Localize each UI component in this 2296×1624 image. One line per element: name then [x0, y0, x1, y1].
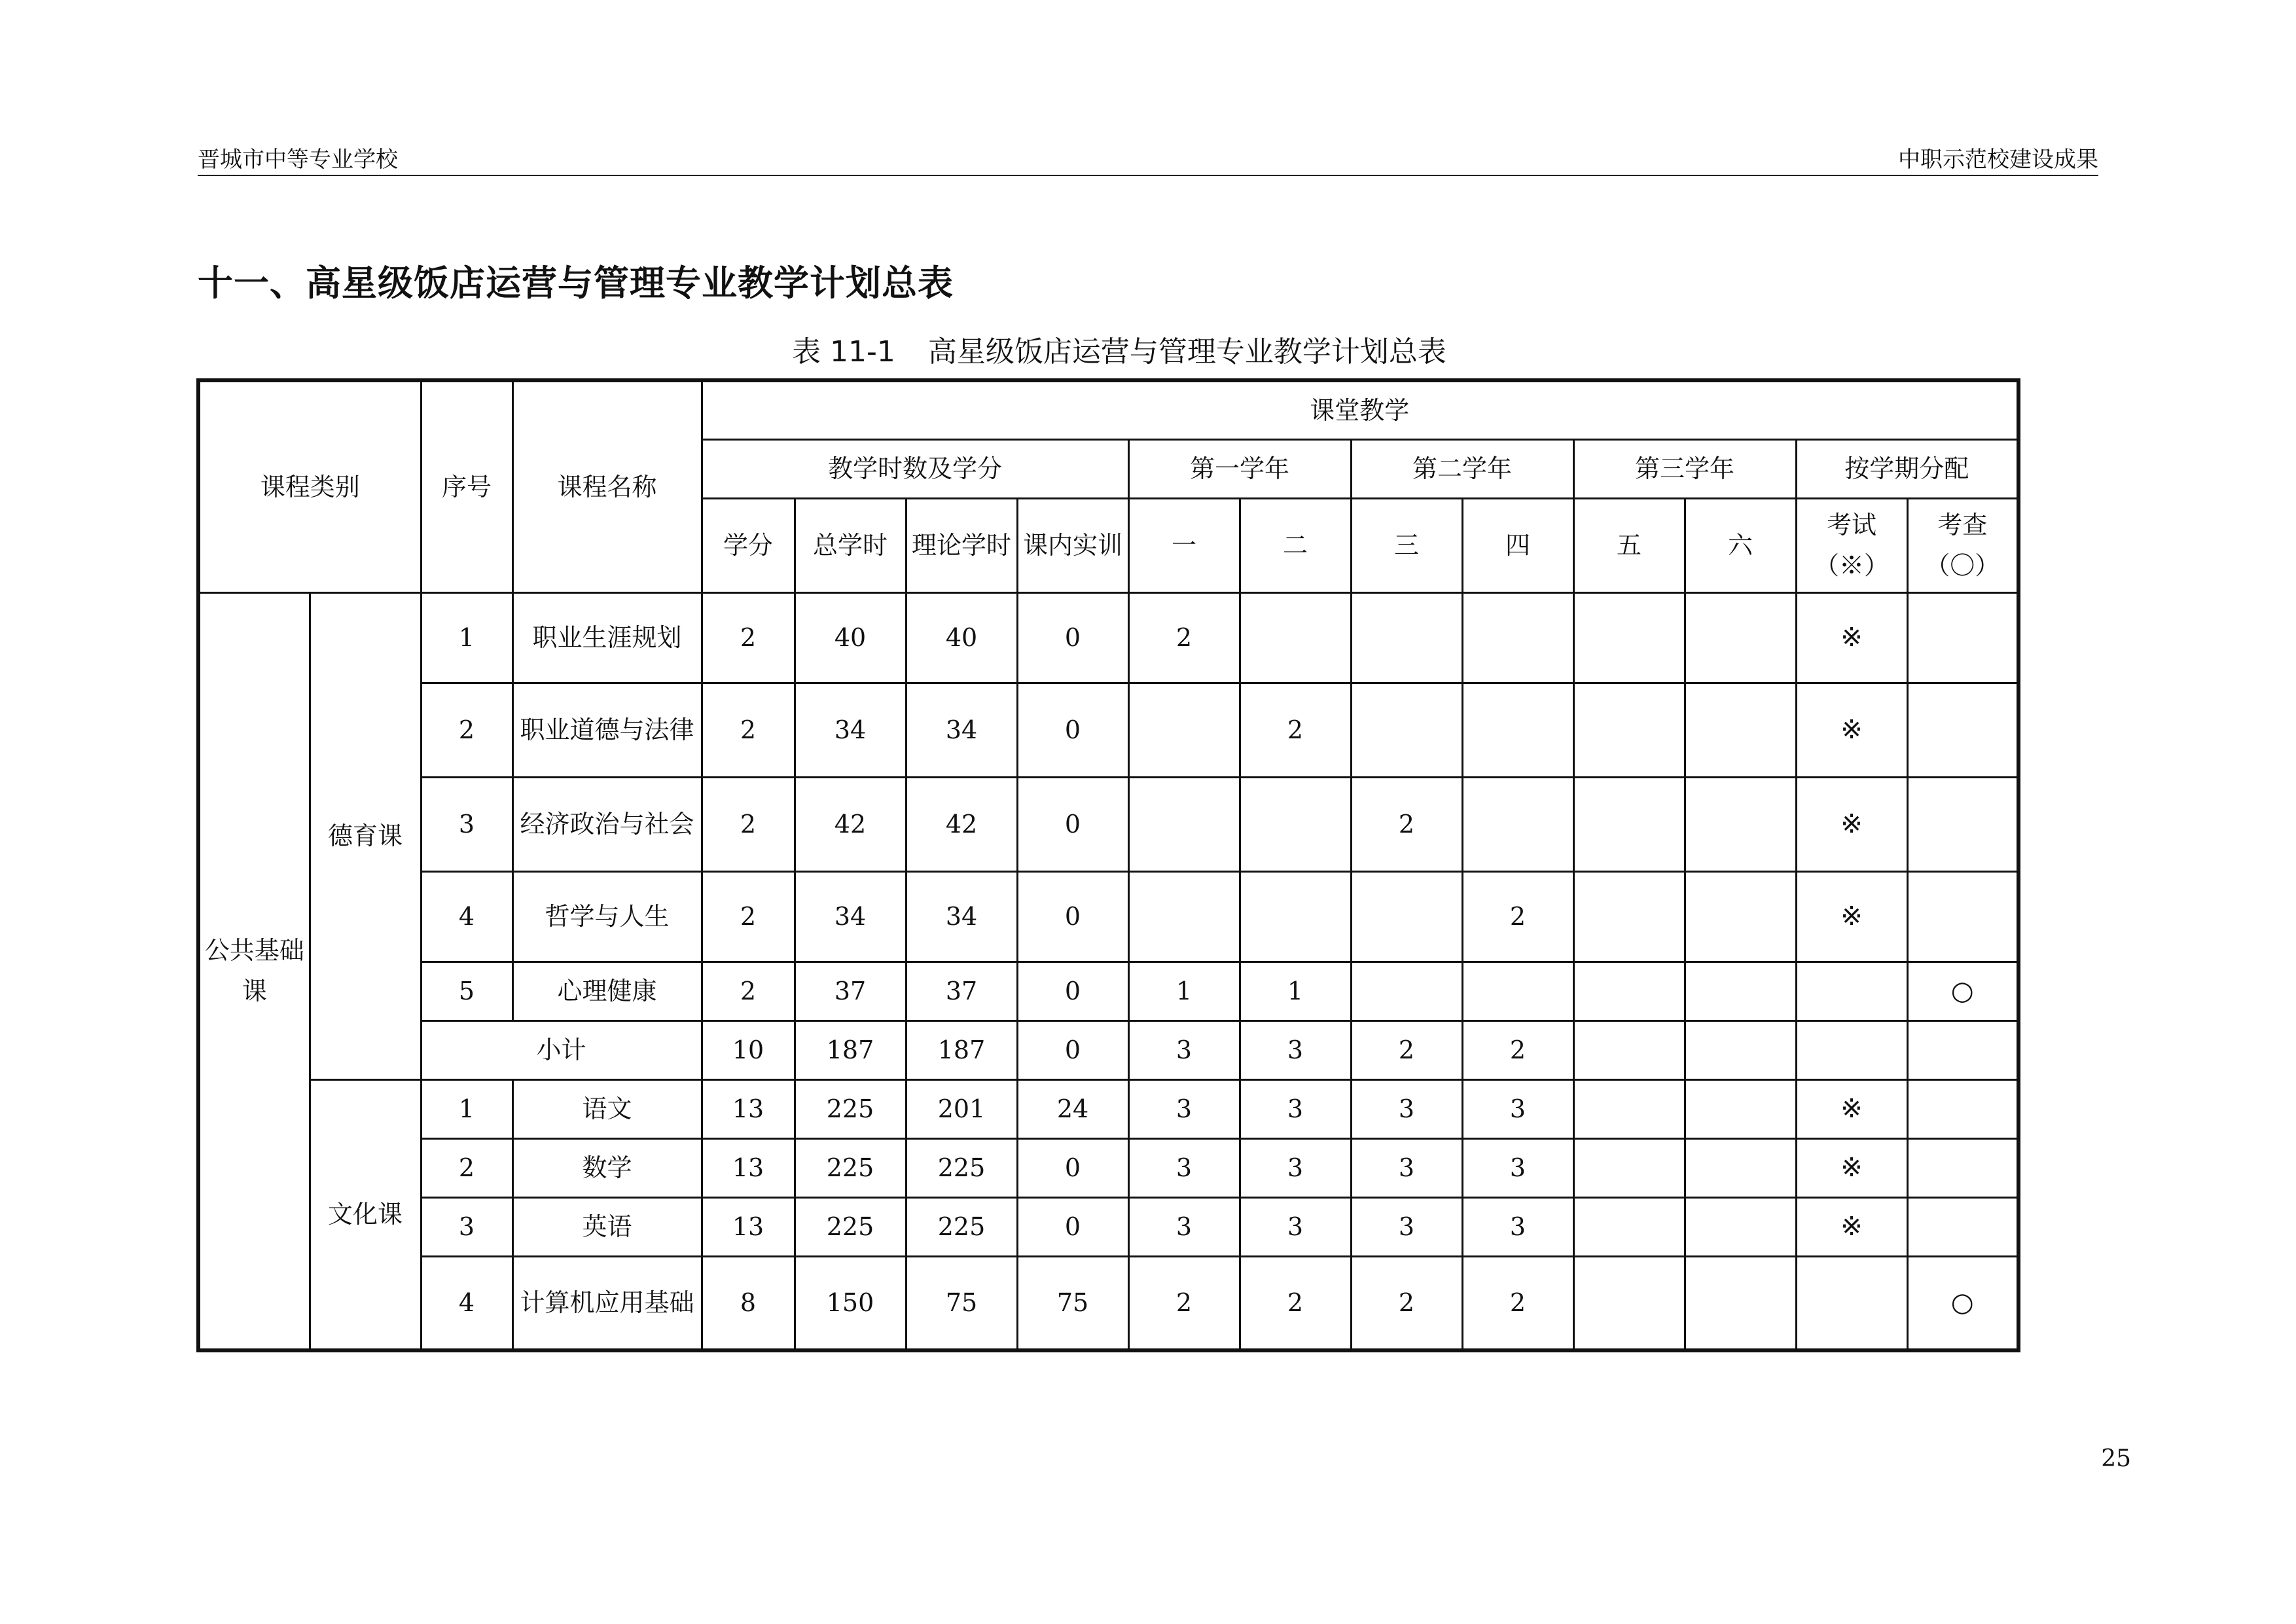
term-2-cell: 3: [1240, 1079, 1351, 1138]
credits-cell: 2: [702, 777, 795, 871]
total-hours-cell: 225: [795, 1079, 906, 1138]
table-row: [198, 1138, 2018, 1197]
course-name-cell: 哲学与人生: [512, 871, 702, 962]
term-6-cell: [1685, 871, 1796, 962]
practice-cell: 0: [1017, 1020, 1128, 1079]
practice-cell: 0: [1017, 871, 1128, 962]
header-theory-hours: 理论学时: [906, 498, 1017, 592]
check-cell: [1907, 871, 2018, 962]
course-name-cell: 心理健康: [512, 962, 702, 1020]
term-5-cell: [1573, 1197, 1685, 1256]
term-2-cell: 2: [1240, 1256, 1351, 1350]
table-caption-title: 高星级饭店运营与管理专业教学计划总表: [927, 335, 1446, 369]
header-seq: 序号: [421, 380, 512, 592]
term-6-cell: [1685, 1020, 1796, 1079]
credits-cell: 2: [702, 592, 795, 683]
term-4-cell: [1462, 683, 1573, 777]
practice-cell: 0: [1017, 592, 1128, 683]
term-1-cell: 1: [1128, 962, 1240, 1020]
credits-cell: 13: [702, 1197, 795, 1256]
credits-cell: 10: [702, 1020, 795, 1079]
theory-hours-cell: 225: [906, 1197, 1017, 1256]
term-2-cell: [1240, 592, 1351, 683]
term-3-cell: 2: [1351, 1020, 1462, 1079]
header-practice: 课内实训: [1017, 498, 1128, 592]
theory-hours-cell: 225: [906, 1138, 1017, 1197]
exam-cell: ※: [1796, 1197, 1907, 1256]
header-year-1: 第一学年: [1128, 439, 1351, 498]
term-6-cell: [1685, 962, 1796, 1020]
term-6-cell: [1685, 1197, 1796, 1256]
term-6-cell: [1685, 1079, 1796, 1138]
term-2-cell: 3: [1240, 1197, 1351, 1256]
total-hours-cell: 40: [795, 592, 906, 683]
term-5-cell: [1573, 592, 1685, 683]
theory-hours-cell: 75: [906, 1256, 1017, 1350]
term-5-cell: [1573, 871, 1685, 962]
term-4-cell: 2: [1462, 1020, 1573, 1079]
header-rule: [198, 175, 2098, 176]
credits-cell: 2: [702, 871, 795, 962]
practice-cell: 0: [1017, 683, 1128, 777]
term-3-cell: 3: [1351, 1079, 1462, 1138]
term-3-cell: 3: [1351, 1197, 1462, 1256]
subcategory-cell: 文化课: [310, 1079, 421, 1350]
term-6-cell: [1685, 777, 1796, 871]
exam-cell: ※: [1796, 871, 1907, 962]
subtotal-row: [198, 1020, 2018, 1079]
term-4-cell: 3: [1462, 1197, 1573, 1256]
term-6-cell: [1685, 1256, 1796, 1350]
total-hours-cell: 225: [795, 1138, 906, 1197]
term-3-cell: [1351, 871, 1462, 962]
check-cell: [1907, 1197, 2018, 1256]
header-term-5: 五: [1573, 498, 1685, 592]
term-3-cell: 2: [1351, 1256, 1462, 1350]
seq-cell: 3: [421, 777, 512, 871]
practice-cell: 24: [1017, 1079, 1128, 1138]
header-term-6: 六: [1685, 498, 1796, 592]
header-row-1: [198, 380, 2018, 439]
check-cell: [1907, 777, 2018, 871]
header-by-term: 按学期分配: [1796, 439, 2018, 498]
credits-cell: 8: [702, 1256, 795, 1350]
term-1-cell: 3: [1128, 1079, 1240, 1138]
seq-cell: 1: [421, 592, 512, 683]
practice-cell: 0: [1017, 777, 1128, 871]
check-cell: [1907, 1079, 2018, 1138]
total-hours-cell: 225: [795, 1197, 906, 1256]
table-row: [198, 871, 2018, 962]
term-4-cell: [1462, 592, 1573, 683]
exam-cell: ※: [1796, 777, 1907, 871]
theory-hours-cell: 201: [906, 1079, 1017, 1138]
table-row: [198, 683, 2018, 777]
subcategory-cell: 德育课: [310, 592, 421, 1079]
header-school-name: 晋城市中等专业学校: [198, 147, 398, 173]
header-check: 考查（〇）: [1907, 498, 2018, 592]
teaching-plan-table: [196, 378, 2020, 1352]
term-2-cell: [1240, 777, 1351, 871]
header-total-hours: 总学时: [795, 498, 906, 592]
course-name-cell: 数学: [512, 1138, 702, 1197]
header-category: 课程类别: [198, 380, 421, 592]
theory-hours-cell: 187: [906, 1020, 1017, 1079]
table-row: [198, 962, 2018, 1020]
category-cell: 公共基础课: [198, 592, 310, 1350]
exam-cell: ※: [1796, 1138, 1907, 1197]
table-row: [198, 1197, 2018, 1256]
header-doc-title: 中职示范校建设成果: [1898, 147, 2098, 173]
term-6-cell: [1685, 683, 1796, 777]
course-name-cell: 职业生涯规划: [512, 592, 702, 683]
term-4-cell: [1462, 777, 1573, 871]
table-row: [198, 1256, 2018, 1350]
term-3-cell: [1351, 683, 1462, 777]
exam-cell: [1796, 1020, 1907, 1079]
term-4-cell: 3: [1462, 1138, 1573, 1197]
check-cell: [1907, 683, 2018, 777]
exam-cell: ※: [1796, 592, 1907, 683]
term-1-cell: [1128, 871, 1240, 962]
total-hours-cell: 37: [795, 962, 906, 1020]
total-hours-cell: 150: [795, 1256, 906, 1350]
course-name-cell: 职业道德与法律: [512, 683, 702, 777]
table-row: [198, 777, 2018, 871]
seq-cell: 3: [421, 1197, 512, 1256]
theory-hours-cell: 40: [906, 592, 1017, 683]
course-name-cell: 英语: [512, 1197, 702, 1256]
term-4-cell: [1462, 962, 1573, 1020]
exam-cell: ※: [1796, 683, 1907, 777]
term-2-cell: 3: [1240, 1138, 1351, 1197]
term-5-cell: [1573, 962, 1685, 1020]
term-3-cell: [1351, 592, 1462, 683]
table-row: [198, 592, 2018, 683]
check-cell: ○: [1907, 962, 2018, 1020]
term-4-cell: 2: [1462, 1256, 1573, 1350]
header-term-4: 四: [1462, 498, 1573, 592]
header-year-2: 第二学年: [1351, 439, 1573, 498]
term-6-cell: [1685, 1138, 1796, 1197]
header-term-3: 三: [1351, 498, 1462, 592]
seq-cell: 2: [421, 683, 512, 777]
theory-hours-cell: 37: [906, 962, 1017, 1020]
credits-cell: 13: [702, 1138, 795, 1197]
header-course-name: 课程名称: [512, 380, 702, 592]
header-year-3: 第三学年: [1573, 439, 1796, 498]
term-4-cell: 2: [1462, 871, 1573, 962]
section-title: 十一、高星级饭店运营与管理专业教学计划总表: [198, 262, 954, 304]
term-5-cell: [1573, 1020, 1685, 1079]
theory-hours-cell: 34: [906, 683, 1017, 777]
practice-cell: 75: [1017, 1256, 1128, 1350]
check-cell: ○: [1907, 1256, 2018, 1350]
check-cell: [1907, 1138, 2018, 1197]
term-1-cell: 2: [1128, 592, 1240, 683]
term-4-cell: 3: [1462, 1079, 1573, 1138]
term-2-cell: 3: [1240, 1020, 1351, 1079]
table-row: [198, 1079, 2018, 1138]
term-3-cell: 3: [1351, 1138, 1462, 1197]
practice-cell: 0: [1017, 1138, 1128, 1197]
check-cell: [1907, 592, 2018, 683]
total-hours-cell: 42: [795, 777, 906, 871]
seq-cell: 1: [421, 1079, 512, 1138]
check-cell: [1907, 1020, 2018, 1079]
term-5-cell: [1573, 1079, 1685, 1138]
term-5-cell: [1573, 777, 1685, 871]
total-hours-cell: 187: [795, 1020, 906, 1079]
course-name-cell: 经济政治与社会: [512, 777, 702, 871]
theory-hours-cell: 34: [906, 871, 1017, 962]
page-number: 25: [2101, 1445, 2131, 1472]
exam-cell: [1796, 962, 1907, 1020]
subtotal-label: 小计: [421, 1020, 702, 1079]
credits-cell: 13: [702, 1079, 795, 1138]
term-5-cell: [1573, 1138, 1685, 1197]
practice-cell: 0: [1017, 962, 1128, 1020]
term-3-cell: [1351, 962, 1462, 1020]
seq-cell: 4: [421, 1256, 512, 1350]
term-2-cell: [1240, 871, 1351, 962]
table-caption-number: 表 11-1: [792, 335, 895, 369]
total-hours-cell: 34: [795, 683, 906, 777]
header-term-2: 二: [1240, 498, 1351, 592]
term-1-cell: [1128, 683, 1240, 777]
exam-cell: ※: [1796, 1079, 1907, 1138]
table-body: [198, 380, 2018, 1350]
header-credits: 学分: [702, 498, 795, 592]
term-2-cell: 1: [1240, 962, 1351, 1020]
exam-cell: [1796, 1256, 1907, 1350]
term-1-cell: 3: [1128, 1138, 1240, 1197]
seq-cell: 5: [421, 962, 512, 1020]
seq-cell: 4: [421, 871, 512, 962]
term-5-cell: [1573, 1256, 1685, 1350]
header-exam: 考试（※）: [1796, 498, 1907, 592]
term-1-cell: 3: [1128, 1197, 1240, 1256]
term-5-cell: [1573, 683, 1685, 777]
seq-cell: 2: [421, 1138, 512, 1197]
theory-hours-cell: 42: [906, 777, 1017, 871]
course-name-cell: 语文: [512, 1079, 702, 1138]
term-2-cell: 2: [1240, 683, 1351, 777]
header-classroom: 课堂教学: [702, 380, 2018, 439]
term-1-cell: 3: [1128, 1020, 1240, 1079]
credits-cell: 2: [702, 962, 795, 1020]
term-1-cell: 2: [1128, 1256, 1240, 1350]
credits-cell: 2: [702, 683, 795, 777]
term-3-cell: 2: [1351, 777, 1462, 871]
term-1-cell: [1128, 777, 1240, 871]
header-hours-credits: 教学时数及学分: [702, 439, 1128, 498]
course-name-cell: 计算机应用基础: [512, 1256, 702, 1350]
term-6-cell: [1685, 592, 1796, 683]
table-caption: [198, 334, 2041, 370]
header-term-1: 一: [1128, 498, 1240, 592]
total-hours-cell: 34: [795, 871, 906, 962]
practice-cell: 0: [1017, 1197, 1128, 1256]
